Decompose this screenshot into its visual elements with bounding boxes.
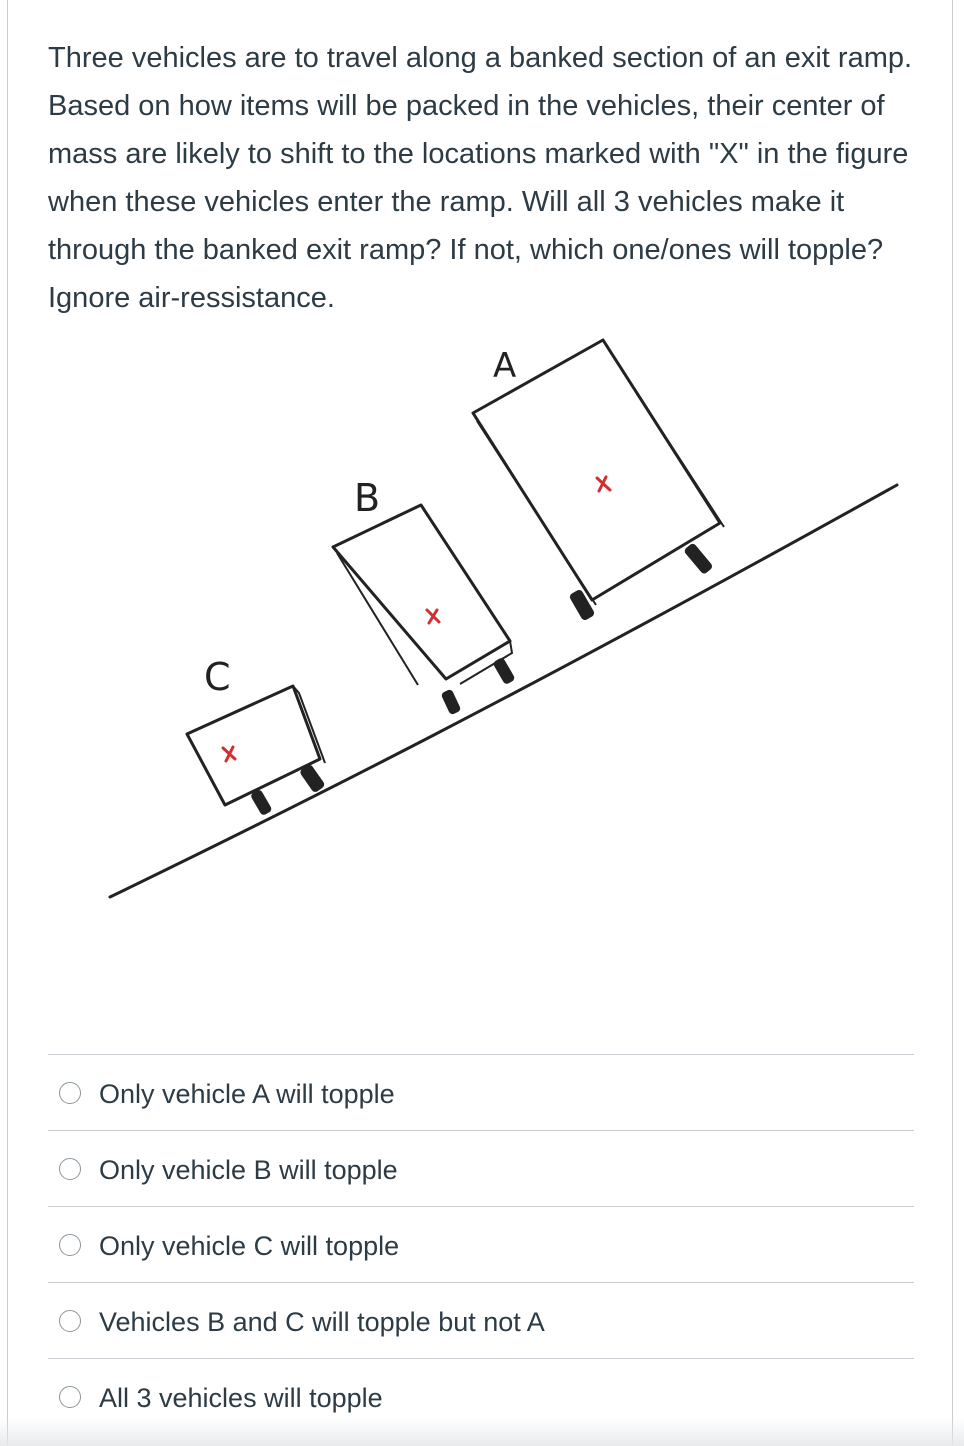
radio-button[interactable] [59, 1234, 81, 1256]
answer-label: Only vehicle C will topple [99, 1231, 400, 1261]
radio-button[interactable] [59, 1082, 81, 1104]
answer-label: All 3 vehicles will topple [99, 1383, 383, 1413]
answer-label: Vehicles B and C will topple but not A [99, 1307, 545, 1337]
banked-ramp-figure [100, 335, 910, 910]
radio-button[interactable] [59, 1310, 81, 1332]
vehicle-label-b: B [354, 476, 381, 520]
answer-option[interactable] [48, 1054, 914, 1130]
answer-list [48, 1054, 914, 1434]
answer-option[interactable] [48, 1282, 914, 1358]
vehicle-c [187, 655, 326, 816]
radio-button[interactable] [59, 1386, 81, 1408]
answer-label: Only vehicle B will topple [99, 1155, 398, 1185]
vehicle-a [473, 340, 724, 621]
answer-label: Only vehicle A will topple [99, 1079, 395, 1109]
answer-option[interactable] [48, 1206, 914, 1282]
question-text: Three vehicles are to travel along a banked section of an exit ramp. Based on how items will be packed in the vehicles, their center of mass are likely to shift to the locations marked with "X" in the figure when these vehicles enter the ramp. Will all 3 vehicles make it through the banked exit ramp? If not, which one/ones will topple? Ignore air-ressistance. [48, 42, 913, 314]
answer-option[interactable] [48, 1130, 914, 1206]
vehicle-b [333, 476, 516, 715]
vehicle-label-c: C [204, 655, 231, 699]
vehicle-label-a: A [493, 346, 517, 386]
answer-option[interactable] [48, 1358, 914, 1434]
radio-button[interactable] [59, 1158, 81, 1180]
